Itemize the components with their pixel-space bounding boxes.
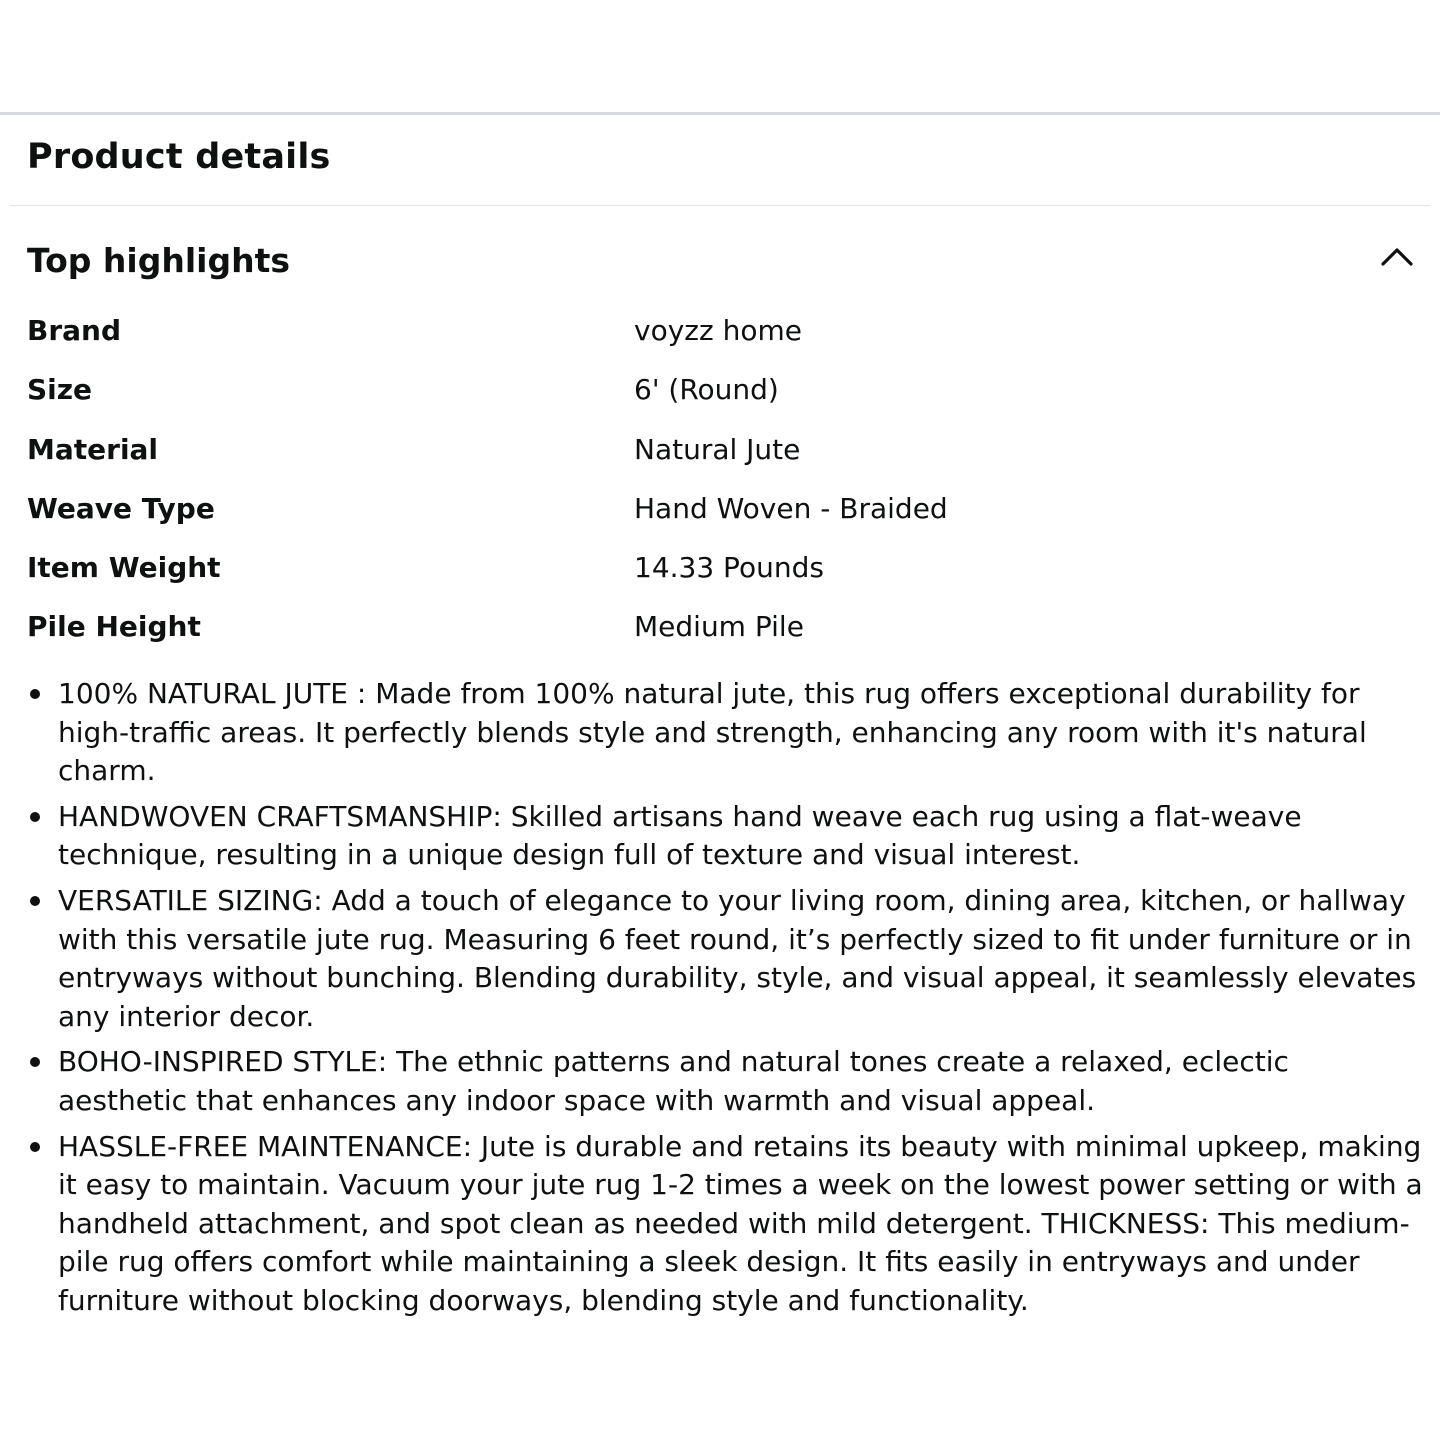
spec-row-material — [27, 421, 1417, 480]
feature-bullet — [0, 1128, 1425, 1321]
section-divider — [10, 205, 1430, 206]
spec-label: Material — [27, 432, 159, 466]
feature-bullet-text: HANDWOVEN CRAFTSMANSHIP: Skilled artisans hand weave each rug using a flat-weave technique, resulting in a unique design full of texture and visual interest. — [58, 799, 1302, 872]
spec-label: Brand — [27, 314, 122, 347]
spec-label: Pile Height — [27, 610, 201, 644]
top-divider — [0, 112, 1440, 115]
chevron-up-icon[interactable] — [1378, 242, 1416, 270]
spec-label: Item Weight — [27, 551, 221, 585]
specs-table — [27, 302, 1417, 658]
bullet-dot-icon — [30, 1057, 40, 1067]
top-highlights-title: Top highlights — [27, 241, 290, 280]
feature-bullet — [0, 798, 1425, 875]
spec-row-weave-type — [27, 480, 1417, 539]
spec-value: 14.33 Pounds — [634, 551, 824, 585]
feature-bullets — [0, 675, 1425, 1328]
bullet-dot-icon — [30, 812, 40, 822]
spec-value: Hand Woven - Braided — [634, 491, 948, 525]
spec-value: Natural Jute — [634, 432, 801, 466]
spec-row-brand — [27, 302, 1417, 361]
feature-bullet-text: BOHO-INSPIRED STYLE: The ethnic patterns and natural tones create a relaxed, eclectic aesthetic that enhances any indoor space with warmth and visual appeal. — [58, 1045, 1289, 1117]
spec-row-pile-height — [27, 598, 1417, 657]
top-highlights-toggle[interactable] — [0, 232, 1440, 292]
feature-bullet-text: HASSLE-FREE MAINTENANCE: Jute is durable and retains its beauty with minimal upkeep, making it easy to maintain. Vacuum your jute rug 1-2 times a week on the lowest power setting or with a handheld attachment, and spot clean as needed with mild detergent. THICKNESS: This medium-pile rug offers comfort while maintaining a sleek design. It fits easily in entryways and under furniture without blocking doorways, blending style and functionality. — [58, 1129, 1423, 1317]
spec-value: 6' (Round) — [634, 373, 779, 407]
feature-bullet-text: VERSATILE SIZING: Add a touch of elegance to your living room, dining area, kitchen, or hallway with this versatile jute rug. Measuring 6 feet round, it’s perfectly sized to fit under furniture or in entryways without bunching. Blending durability, style, and visual appeal, it seamlessly elevates any interior decor. — [58, 883, 1417, 1033]
spec-label: Weave Type — [27, 491, 215, 525]
feature-bullet — [0, 675, 1425, 791]
spec-row-item-weight — [27, 539, 1417, 598]
spec-label: Size — [27, 373, 93, 407]
feature-bullet — [0, 882, 1425, 1036]
spec-value: Medium Pile — [634, 610, 804, 644]
feature-bullet — [0, 1043, 1425, 1120]
bullet-dot-icon — [30, 1142, 40, 1152]
bullet-dot-icon — [30, 896, 40, 906]
spec-row-size — [27, 361, 1417, 420]
bullet-dot-icon — [30, 689, 40, 699]
section-title: Product details — [27, 137, 331, 177]
spec-value: voyzz home — [634, 314, 802, 347]
feature-bullet-text: 100% NATURAL JUTE : Made from 100% natural jute, this rug offers exceptional durability for high-traffic areas. It perfectly blends style and strength, enhancing any room with it's natural charm. — [58, 677, 1367, 788]
